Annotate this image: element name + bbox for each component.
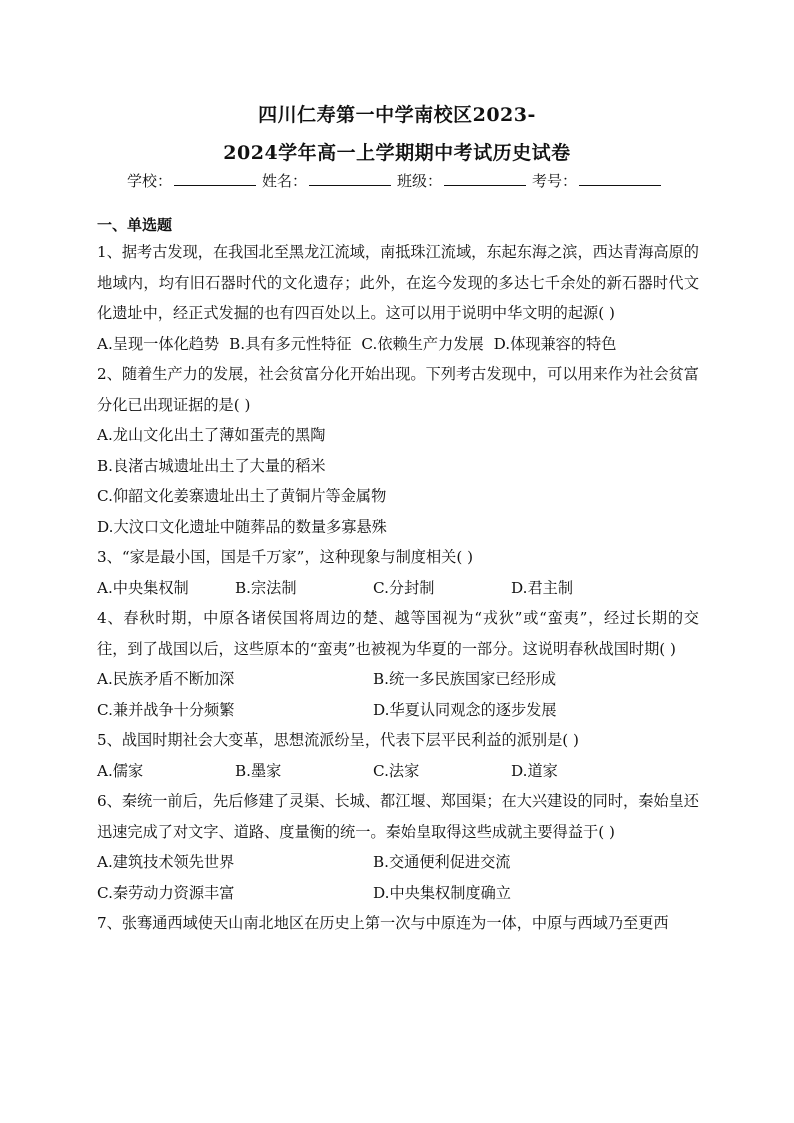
question-stem: 2、随着生产力的发展，社会贫富分化开始出现。下列考古发现中，可以用来作为社会贫富分化已出现证据的是( ) (97, 365, 699, 414)
option-d[interactable]: D.体现兼容的特色 (493, 334, 617, 353)
question-stem: 4、春秋时期，中原各诸侯国将周边的楚、越等国视为“戎狄”或“蛮夷”，经过长期的交往，到了战国以后，这些原本的“蛮夷”也被视为华夏的一部分。这说明春秋战国时期( ) (97, 609, 699, 658)
school-label: 学校： (126, 172, 172, 190)
class-label: 班级： (397, 172, 443, 190)
question-stem: 5、战国时期社会大变革，思想流派纷呈，代表下层平民利益的派别是( ) (97, 731, 579, 749)
question-item (97, 542, 699, 603)
option-d[interactable]: D.大汶口文化遗址中随葬品的数量多寡悬殊 (97, 517, 387, 536)
question-item (97, 359, 699, 542)
school-blank[interactable] (174, 172, 256, 186)
option-row (97, 847, 699, 878)
question-stem: 1、据考古发现，在我国北至黑龙江流域，南抵珠江流域，东起东海之滨，西达青海高原的地域内，均有旧石器时代的文化遗存；此外，在迄今发现的多达七千余处的新石器时代文化遗址中，经正式发掘的也有四百处以上。这可以用于说明中华文明的起源( ) (97, 243, 699, 322)
option-c[interactable]: C.分封制 (373, 578, 435, 597)
option-row (97, 573, 699, 604)
option-a[interactable]: A.儒家 (97, 761, 144, 780)
option-d[interactable]: D.中央集权制度确立 (373, 883, 511, 902)
option-b[interactable]: B.良渚古城遗址出土了大量的稻米 (97, 456, 326, 475)
option-c[interactable]: C.仰韶文化姜寨遗址出土了黄铜片等金属物 (97, 487, 387, 505)
question-list (97, 237, 699, 939)
question-item (97, 725, 699, 786)
question-stem: 3、“家是最小国，国是千万家”，这种现象与制度相关( ) (97, 548, 473, 566)
option-c[interactable]: C.秦劳动力资源丰富 (97, 883, 235, 902)
question-stem: 6、秦统一前后，先后修建了灵渠、长城、都江堰、郑国渠；在大兴建设的同时，秦始皇还迅速完成了对文字、道路、度量衡的统一。秦始皇取得这些成就主要得益于( ) (97, 792, 699, 841)
option-a[interactable]: A.龙山文化出土了薄如蛋壳的黑陶 (97, 426, 326, 444)
option-d[interactable]: D.道家 (511, 761, 558, 780)
option-a[interactable]: A.建筑技术领先世界 (97, 853, 235, 871)
option-a[interactable]: A.中央集权制 (97, 578, 189, 597)
question-item (97, 908, 699, 939)
question-item (97, 237, 699, 359)
option-c[interactable]: C.依赖生产力发展 (361, 334, 484, 353)
exam-number-blank[interactable] (579, 172, 661, 186)
exam-number-label: 考号： (532, 172, 578, 190)
option-row (97, 329, 699, 360)
question-item (97, 786, 699, 908)
section-heading: 一、单选题 (97, 216, 173, 234)
class-blank[interactable] (444, 172, 526, 186)
question-item (97, 603, 699, 725)
exam-title-line2: 2024学年高一上学期期中考试历史试卷 (223, 142, 571, 164)
option-b[interactable]: B.宗法制 (235, 578, 297, 597)
option-c[interactable]: C.法家 (373, 761, 420, 780)
option-d[interactable]: D.君主制 (511, 578, 574, 597)
option-b[interactable]: B.具有多元性特征 (229, 334, 352, 353)
option-d[interactable]: D.华夏认同观念的逐步发展 (373, 700, 557, 719)
option-b[interactable]: B.墨家 (235, 761, 282, 780)
name-blank[interactable] (309, 172, 391, 186)
name-label: 姓名： (261, 172, 307, 190)
option-b[interactable]: B.统一多民族国家已经形成 (373, 670, 557, 688)
option-c[interactable]: C.兼并战争十分频繁 (97, 700, 235, 719)
option-row (97, 756, 699, 787)
option-row (97, 878, 699, 909)
option-row (97, 695, 699, 726)
option-row (97, 664, 699, 695)
option-a[interactable]: A.民族矛盾不断加深 (97, 670, 235, 688)
student-info-line (0, 170, 794, 191)
option-b[interactable]: B.交通便利促进交流 (373, 853, 511, 871)
exam-title-line1: 四川仁寿第一中学南校区2023- (258, 104, 536, 126)
question-stem: 7、张骞通西域使天山南北地区在历史上第一次与中原连为一体，中原与西域乃至更西 (97, 914, 669, 932)
option-a[interactable]: A.呈现一体化趋势 (97, 334, 220, 353)
